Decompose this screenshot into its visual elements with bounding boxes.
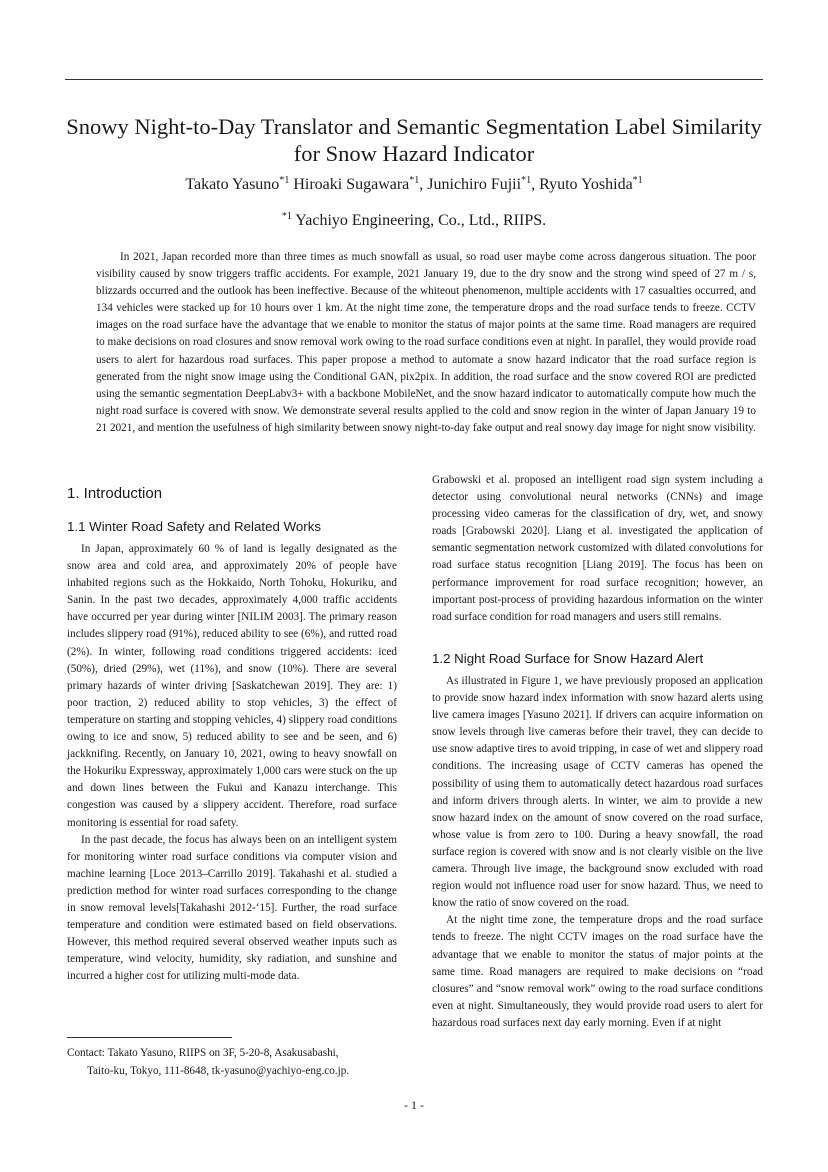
author-mark: *1: [521, 175, 532, 186]
author-list: Takato Yasuno$^{*1}$ Hiroaki Sugawara$^{*1}$, Junichiro Fujii$^{*1}$, Ryuto Yoshida$^{*1}$: [185, 175, 643, 193]
affiliation: [40, 212, 788, 230]
affiliation-mark: *1: [281, 211, 292, 222]
subsection-heading-night-road-surface: 1.2 Night Road Surface for Snow Hazard Alert: [432, 651, 704, 666]
paragraph: Grabowski et al. proposed an intelligent road sign system including a detector using convolutional neural networks (CNNs) and image processing video cameras for the classification of dry, wet, and snowy roads [Grabowski 2020]. Liang et al. investigated the application of semantic segmentation network customized with dilated convolutions for road surface status recognition [Liang 2019]. The focus has been on performance improvement for road surface recognition; however, an important post-process of providing hazardous information on the winter road surface condition for road managers and users still remains.: [432, 474, 763, 623]
paper-title: [40, 113, 788, 167]
author-mark: *1: [409, 175, 420, 186]
author-mark: *1: [279, 175, 290, 186]
affiliation-text: Yachiyo Engineering, Co., Ltd., RIIPS.: [295, 212, 547, 229]
page-number: - 1 -: [404, 1098, 424, 1112]
paragraph: In Japan, approximately 60 % of land is legally designated as the snow area and cold area, and approximately 20% of people have inhabited regions such as the Hokkaido, North Tohoku, Hokuriku, and Sanin. In the past two decades, approximately 4,000 traffic accidents have occurred per year during winter [NILIM 2003]. The primary reason includes slippery road (91%), reduced ability to see (6%), and rutted road (2%). In winter, following road conditions triggered accidents: iced (50%), dried (29%), wet (11%), and snow (10%). There are several primary hazards of winter driving [Saskatchewan 2019]. They are: 1) poor traction, 2) reduced ability to stop vehicles, 3) the effect of temperature on starting and stopping vehicles, 4) slippery road conditions owing to ice and snow, 5) reduced ability to see and be seen, and 6) jackknifing. Recently, on January 10, 2021, owing to heavy snowfall on the Hokuriku Expressway, approximately 1,000 cars were stuck on the up and down lines between the Fukui and Kanazu interchange. This congestion was caused by a slippery accident. Therefore, road surface monitoring is essential for road safety.: [67, 543, 397, 829]
footnote-line: Taito-ku, Tokyo, 111-8648, tk-yasuno@yachiyo-eng.co.jp.: [87, 1064, 350, 1077]
right-column-body: [432, 673, 763, 1032]
paragraph: As illustrated in Figure 1, we have previously proposed an application to provide snow hazard index information with snow hazard alerts using live camera images [Yasuno 2021]. If drivers can acquire information on snow levels through live cameras before their travel, they can decide to use snow adaptive tires to avoid tripping, in case of wet and slippery road conditions. The increasing usage of CCTV cameras has opened the possibility of using them to automatically detect hazardous road surfaces and inform drivers through alerts. In winter, we aim to provide a new snow hazard index on the amount of snow covered on the road surface, whose value is from zero to 100. During a heavy snowfall, the road surface region is covered with snow and is not clearly visible on the live camera. Through live image, the background snow excluded with road region would not influence road user for snow hazard. Thus, we need to know the ratio of snow covered on the road.: [432, 675, 763, 910]
contact-footnote: [67, 1045, 397, 1080]
paragraph: At the night time zone, the temperature drops and the road surface tends to freeze. The night CCTV images on the road surface have the advantage that we enable to monitor the status of major points at the same time. Road managers are required to make decisions on “road closures” and “snow removal work” owing to the road surface conditions even at night. Simultaneously, they would provide road users to alert for hazardous road surfaces next day early morning. Even if at night: [432, 914, 763, 1029]
subsection-heading-winter-road-safety: 1.1 Winter Road Safety and Related Works: [67, 519, 321, 534]
author-name: Ryuto Yoshida: [539, 176, 633, 193]
left-column-body: [67, 541, 397, 985]
paragraph: In the past decade, the focus has always been on an intelligent system for monitoring winter road surface conditions via computer vision and machine learning [Loce 2013–Carrillo 2019]. Takahashi et al. studied a prediction method for winter road surfaces corresponding to the change in snow removal levels[Takahashi 2012-‘15]. Further, the road surface temperature and condition were estimated based on field observations. However, this method required several observed weather inputs such as temperature, wind velocity, humidity, sky radiation, and sunshine and incurred a higher cost for utilizing multi-mode data.: [67, 833, 397, 983]
footnote-rule: [67, 1037, 232, 1038]
author-name: Takato Yasuno: [185, 176, 280, 193]
abstract: In 2021, Japan recorded more than three times as much snowfall as usual, so road user maybe come across dangerous situation. The poor visibility caused by snow triggers traffic accidents. For example, 2021 January 19, due to the dry snow and the strong wind speed of 27 m / s, blizzards occurred and the outlook has been ineffective. Because of the whiteout phenomenon, multiple accidents with 17 casualties occurred, and 134 vehicles were stacked up for 10 hours over 1 km. At the night time zone, the temperature drops and the road surface tends to freeze. CCTV images on the road surface have the advantage that we enable to monitor the status of major points at the same time. Road managers are required to make decisions on road closures and snow removal work owing to the road surface conditions even at night. In parallel, they would provide road users to alert for hazardous road surfaces. This paper propose a method to automate a snow hazard indicator that the road surface region is generated from the night snow image using the Conditional GAN, pix2pix. In addition, the road surface and the snow covered ROI are predicted using the semantic segmentation DeepLabv3+ with a backbone MobileNet, and the snow hazard indicator to automatically compute how much the night road surface is covered with snow. We demonstrate several results applied to the cold and snow region in the winter of Japan January 19 to 21 2021, and mention the usefulness of high similarity between snowy night-to-day fake output and real snowy day image for night snow visibility.: [96, 251, 756, 434]
author-name: Junichiro Fujii: [427, 176, 522, 193]
title-line-1: Snowy Night-to-Day Translator and Semantic Segmentation Label Similarity: [66, 114, 762, 139]
title-line-2: for Snow Hazard Indicator: [293, 141, 535, 166]
author-name: Hiroaki Sugawara: [293, 176, 410, 193]
header-rule: [65, 79, 763, 80]
right-column-top: [432, 472, 763, 626]
author-mark: *1: [632, 175, 643, 186]
footnote-line: Contact: Takato Yasuno, RIIPS on 3F, 5-20-8, Asakusabashi,: [67, 1047, 339, 1059]
section-heading-introduction: 1. Introduction: [67, 485, 163, 502]
